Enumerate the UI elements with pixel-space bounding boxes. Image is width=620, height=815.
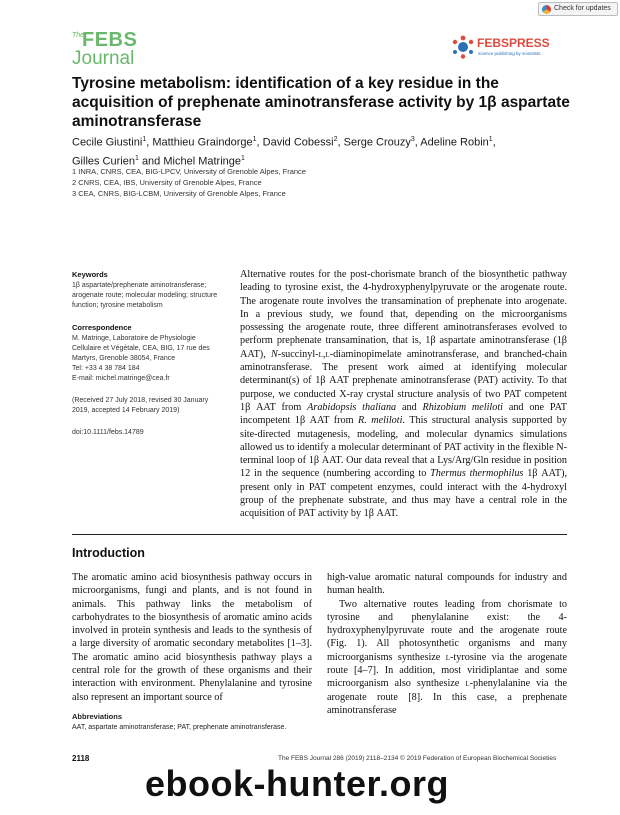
crossmark-icon [542, 5, 551, 14]
author-list: Cecile Giustini$^1$, Matthieu Graindorge$^1$, David Cobessi$^2$, Serge Crouzy$^3$, Adeline Robin$^1$, Gilles Curien$^1$ and Michel Matringe$^1$ [72, 136, 496, 168]
footer-citation: The FEBS Journal 286 (2019) 2118–2134 © 2019 Federation of European Biochemical Societies [278, 755, 557, 762]
abbreviations-text: AAT, aspartate aminotransferase; PAT, prephenate aminotransferase. [72, 724, 287, 731]
check-updates-label: Check for updates [554, 5, 611, 12]
section-divider [72, 534, 567, 535]
affiliation-3: 3 CEA, CNRS, BIG-LCBM, University of Grenoble Alpes, France [72, 189, 286, 198]
febs-press-dots-icon [450, 35, 476, 59]
article-title: Tyrosine metabolism: identification of a key residue in the acquisition of prephenate aminotransferase activity by 1β aspartate aminotransferase [72, 75, 570, 130]
affiliations [72, 166, 306, 199]
received-dates: (Received 27 July 2018, revised 30 January 2019, accepted 14 February 2019) [72, 397, 209, 414]
abbreviations-heading: Abbreviations [72, 712, 123, 721]
abbreviations [72, 711, 286, 733]
check-for-updates-button[interactable] [538, 2, 618, 16]
watermark: ebook-hunter.org [145, 763, 449, 804]
keywords-text: 1β aspartate/prephenate aminotransferase; arogenate route; molecular modeling; structure function; tyrosine metabolism [72, 282, 218, 309]
intro-column-right: high-value aromatic natural compounds for industry and human health. Two alternative routes leading from chorismate to tyrosine and phenylalanine exist: the 4-hydroxyphenylpyruvate route and the arogenate route (Fig. 1). All photosynthetic organisms and many microorganisms synthesize l-tyrosine via the arogenate route [4–7]. In addition, most viridiplantae and some microorganism also synthesize l-phenylalanine via the arogenate route [8]. In this case, a prephenate aminotransferase [327, 572, 568, 716]
correspondence-heading: Correspondence [72, 323, 132, 332]
affiliation-2: 2 CNRS, CEA, IBS, University of Grenoble Alpes, France [72, 178, 262, 187]
affiliation-1: 1 INRA, CNRS, CEA, BIG-LPCV, University of Grenoble Alpes, France [72, 167, 306, 176]
article-sidebar [72, 270, 230, 450]
email-link[interactable]: E-mail: michel.matringe@cea.fr [72, 375, 170, 382]
doi-link[interactable]: doi:10.1111/febs.14789 [72, 429, 144, 436]
keywords-heading: Keywords [72, 270, 108, 279]
page-number: 2118 [72, 754, 90, 763]
intro-column-left: The aromatic amino acid biosynthesis pathway occurs in microorganisms, fungi and plants, and is not found in animals. This pathway links the metabolism of carbohydrates to the biosynthesis of aromatic amino acids involved in protein synthesis and leads to the synthesis of a large diversity of aromatic secondary metabolites [1–3]. The aromatic amino acid biosynthesis pathway plays a central role for the growth of these organisms and their interaction with environment. Phenylalanine and tyrosine also represent an important source of [72, 572, 312, 703]
keywords-block [72, 270, 230, 311]
febs-press-logo: FEBSPRESS science publishing by scientists [450, 35, 560, 61]
introduction-heading: Introduction [72, 546, 145, 560]
febs-journal-logo: The FEBS Journal [72, 29, 138, 69]
abstract: Alternative routes for the post-chorismate branch of the biosynthetic pathway leading to tyrosine exist, the 4-hydroxyphenylpyruvate or the arogenate route. The arogenate route involves the transamination of prephenate into arogenate. In a previous study, we found that, depending on the microorganisms possessing the arogenate route, three different aminotransferases evolved to perform prephenate transamination, that is, 1β aspartate aminotransferase (1β AAT), N-succinyl-l,l-diaminopimelate aminotransferase, and branched-chain aminotransferase. The present work aimed at identifying molecular determinant(s) of 1β AAT prephenate aminotransferase (PAT) activity. To that purpose, we conducted X-ray crystal structure analysis of two PAT competent 1β AAT from Arabidopsis thaliana and Rhizobium meliloti and one PAT incompetent 1β AAT from R. meliloti. This structural analysis supported by site-directed mutagenesis, modeling, and molecular dynamics simulations allowed us to identify a molecular determinant of PAT activity in the flexible N-terminal loop of 1β AAT. Our data reveal that a Lys/Arg/Gln residue in position 12 in the sequence (numbering according to Thermus thermophilus 1β AAT), present only in PAT competent enzymes, could interact with the 4-hydroxyl group of the prephenate substrate, and thus may have a central role in the acquisition of PAT activity by 1β AAT. [240, 269, 568, 520]
correspondence-block: Correspondence M. Matringe, Laboratoire de Physiologie Cellulaire et Végétale, CEA, BIG, 17 rue des Martyrs, Grenoble 38054, France Tel: +33 4 38 784 184 E-mail: michel.matringe@cea.fr [72, 323, 230, 384]
